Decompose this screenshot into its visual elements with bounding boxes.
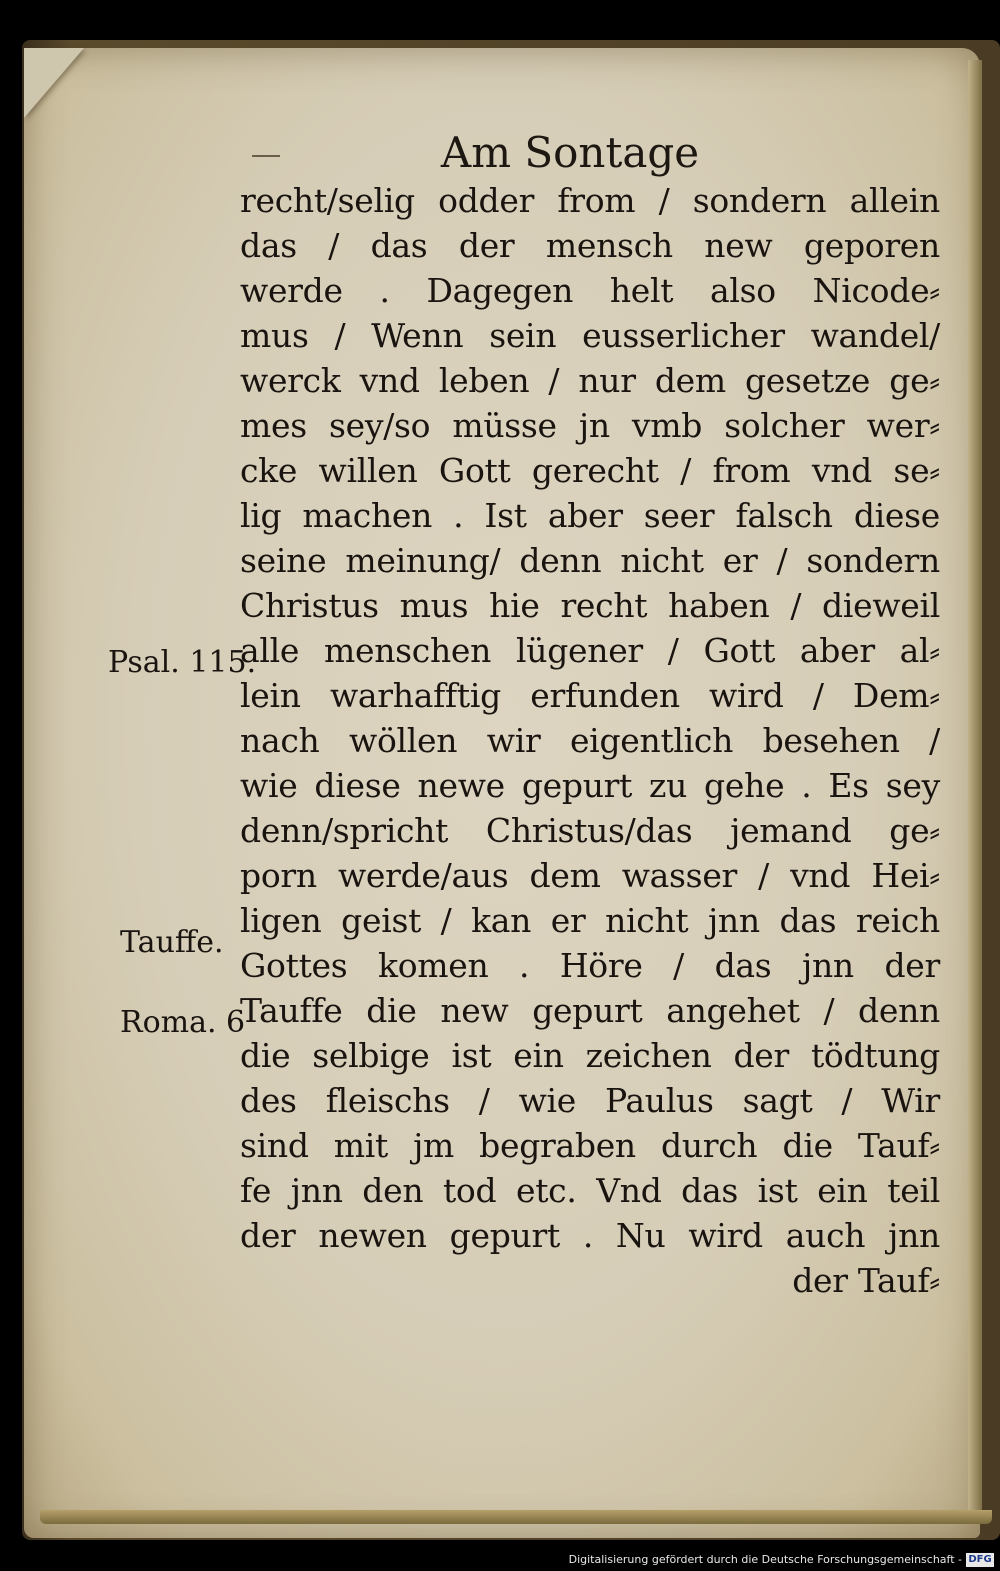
page-stack-edge-bottom bbox=[40, 1510, 992, 1524]
text-line: Tauffe die new gepurt angehet / denn bbox=[240, 991, 940, 1030]
text-line: alle menschen lügener / Gott aber al⸗ bbox=[240, 631, 940, 670]
text-line: recht/selig odder from / sondern allein bbox=[240, 181, 940, 220]
margin-note-tauffe: Tauffe. bbox=[120, 925, 224, 960]
text-block bbox=[240, 178, 940, 1303]
margin-note-roma: Roma. 6 bbox=[120, 1005, 246, 1040]
text-line: porn werde/aus dem wasser / vnd Hei⸗ bbox=[240, 856, 940, 895]
dfg-logo: DFG bbox=[966, 1553, 994, 1567]
text-line: lig machen . Ist aber seer falsch diese bbox=[240, 496, 940, 535]
text-line: die selbige ist ein zeichen der tödtung bbox=[240, 1036, 940, 1075]
text-line: fe jnn den tod etc. Vnd das ist ein teil bbox=[240, 1171, 940, 1210]
running-head: Am Sontage bbox=[440, 128, 700, 177]
text-line: denn/spricht Christus/das jemand ge⸗ bbox=[240, 811, 940, 850]
text-line: sind mit jm begraben durch die Tauf⸗ bbox=[240, 1126, 940, 1165]
text-line: wie diese newe gepurt zu gehe . Es sey bbox=[240, 766, 940, 805]
margin-note-psalm: Psal. 115. bbox=[108, 645, 257, 680]
text-line: Christus mus hie recht haben / dieweil bbox=[240, 586, 940, 625]
text-line: des fleischs / wie Paulus sagt / Wir bbox=[240, 1081, 940, 1120]
text-line: mes sey/so müsse jn vmb solcher wer⸗ bbox=[240, 406, 940, 445]
text-line: nach wöllen wir eigentlich besehen / bbox=[240, 721, 940, 760]
text-line: seine meinung/ denn nicht er / sondern bbox=[240, 541, 940, 580]
page-stack-edge-right bbox=[968, 60, 982, 1520]
catchword: der Tauf⸗ bbox=[792, 1261, 940, 1300]
text-line: ligen geist / kan er nicht jnn das reich bbox=[240, 901, 940, 940]
text-line: cke willen Gott gerecht / from vnd se⸗ bbox=[240, 451, 940, 490]
text-line: das / das der mensch new geporen bbox=[240, 226, 940, 265]
text-line: werck vnd leben / nur dem gesetze ge⸗ bbox=[240, 361, 940, 400]
text-line: lein warhafftig erfunden wird / Dem⸗ bbox=[240, 676, 940, 715]
funding-credit: Digitalisierung gefördert durch die Deutsche Forschungsgemeinschaft - bbox=[568, 1553, 962, 1566]
text-line: werde . Dagegen helt also Nicode⸗ bbox=[240, 271, 940, 310]
text-line: Gottes komen . Höre / das jnn der bbox=[240, 946, 940, 985]
text-line: der newen gepurt . Nu wird auch jnn bbox=[240, 1216, 940, 1255]
text-line: mus / Wenn sein eusserlicher wandel/ bbox=[240, 316, 940, 355]
folded-corner bbox=[24, 48, 84, 118]
